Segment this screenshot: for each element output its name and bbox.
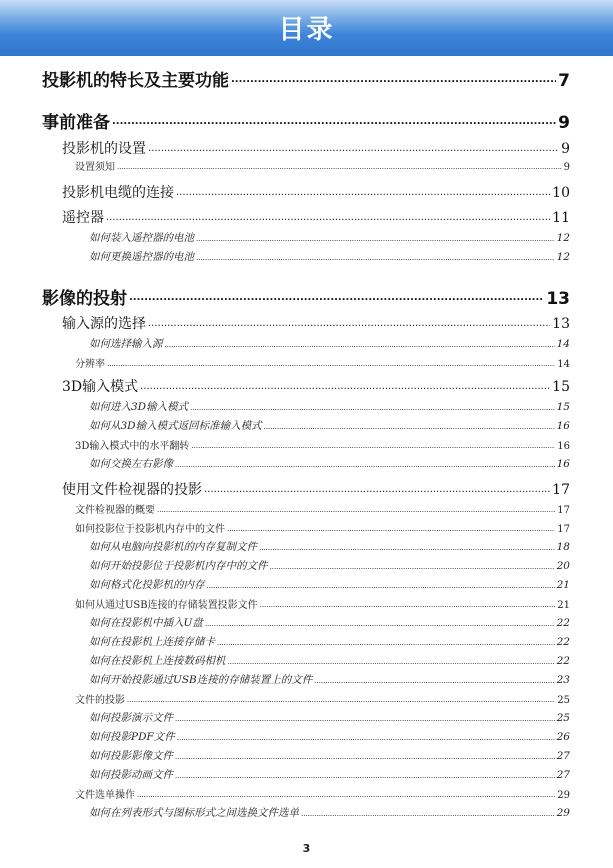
toc-entry-subsection[interactable] [75, 437, 570, 453]
toc-entry-title: 遥控器 [62, 210, 104, 226]
toc-dot-leader [264, 418, 555, 434]
toc-entry-page: 17 [557, 524, 570, 535]
toc-entry-chapter[interactable] [42, 284, 570, 308]
toc-entry-procedure[interactable] [89, 558, 570, 574]
page-number: 3 [302, 842, 311, 855]
toc-entry-section[interactable] [62, 138, 570, 158]
toc-entry-section[interactable] [62, 207, 570, 227]
toc-entry-title: 如何投影演示文件 [89, 712, 173, 724]
toc-entry-page: 21 [556, 579, 570, 591]
toc-entry-title: 如何在投影机上连接存储卡 [89, 636, 215, 648]
toc-entry-page: 7 [558, 71, 570, 90]
toc-dot-leader [112, 108, 556, 132]
toc-entry-subsection[interactable] [75, 501, 570, 517]
toc-dot-leader [117, 158, 562, 174]
toc-dot-leader [270, 558, 555, 574]
toc-dot-leader [129, 284, 544, 308]
toc-dot-leader [106, 207, 550, 227]
toc-entry-procedure[interactable] [89, 249, 570, 265]
toc-entry-section[interactable] [62, 182, 570, 202]
toc-entry-page: 14 [557, 359, 570, 370]
toc-entry-title: 投影机的设置 [62, 141, 146, 157]
toc-entry-title: 如何投影动画文件 [89, 769, 173, 781]
toc-entry-page: 15 [552, 379, 570, 395]
toc-entry-page: 15 [556, 401, 570, 413]
toc-dot-leader [260, 596, 556, 612]
toc-dot-leader [227, 520, 555, 536]
toc-dot-leader [190, 399, 555, 415]
toc-entry-page: 18 [556, 541, 570, 553]
toc-entry-page: 10 [552, 185, 570, 201]
toc-entry-title: 如何格式化投影机的内存 [89, 579, 205, 591]
toc-entry-title: 如何投影位于投影机内存中的文件 [75, 524, 225, 535]
toc-entry-subsection[interactable] [75, 691, 570, 707]
toc-entry-page: 27 [556, 750, 570, 762]
toc-entry-page: 25 [557, 695, 570, 706]
toc-entry-page: 13 [546, 289, 570, 308]
toc-entry-page: 14 [556, 338, 570, 350]
toc-entry-title: 如何投影PDF文件 [89, 731, 175, 743]
toc-entry-section[interactable] [62, 313, 570, 333]
toc-entry-page: 22 [556, 636, 570, 648]
toc-dot-leader [148, 138, 559, 158]
toc-dot-leader [259, 539, 555, 555]
toc-dot-leader [301, 805, 555, 821]
toc-entry-title: 分辨率 [75, 359, 105, 370]
toc-entry-page: 27 [556, 769, 570, 781]
toc-entry-procedure[interactable] [89, 230, 570, 246]
toc-entry-page: 9 [558, 113, 570, 132]
toc-entry-procedure[interactable] [89, 615, 570, 631]
toc-entry-page: 26 [556, 731, 570, 743]
toc-entry-title: 3D输入模式 [62, 379, 139, 395]
toc-dot-leader [207, 577, 555, 593]
toc-entry-page: 29 [557, 790, 570, 801]
toc-dot-leader [176, 182, 550, 202]
toc-entry-title: 如何从通过USB连接的存储装置投影文件 [75, 600, 258, 611]
toc-entry-title: 输入源的选择 [62, 316, 146, 332]
toc-entry-title: 如何从3D输入模式返回标准输入模式 [89, 420, 262, 432]
toc-entry-subsection[interactable] [75, 520, 570, 536]
toc-entry-title: 文件选单操作 [75, 790, 135, 801]
toc-entry-title: 文件的投影 [75, 695, 125, 706]
toc-entry-chapter[interactable] [42, 108, 570, 132]
toc-entry-title: 如何从电脑向投影机的内存复制文件 [89, 541, 257, 553]
toc-dot-leader [148, 313, 550, 333]
toc-entry-title: 设置须知 [75, 162, 115, 173]
toc-dot-leader [205, 615, 555, 631]
toc-entry-title: 投影机电缆的连接 [62, 185, 174, 201]
toc-entry-page: 22 [556, 617, 570, 629]
toc-entry-title: 如何交换左右影像 [89, 458, 173, 470]
toc-dot-leader [157, 501, 555, 517]
toc-dot-leader [165, 336, 555, 352]
toc-entry-procedure[interactable] [89, 634, 570, 650]
toc-entry-procedure[interactable] [89, 805, 570, 821]
toc-entry-title: 如何投影影像文件 [89, 750, 173, 762]
toc-entry-section[interactable] [62, 479, 570, 499]
toc-dot-leader [127, 691, 555, 707]
toc-entry-procedure[interactable] [89, 672, 570, 688]
toc-entry-page: 23 [556, 674, 570, 686]
toc-entry-section[interactable] [62, 376, 570, 396]
toc-entry-page: 25 [556, 712, 570, 724]
toc-entry-page: 12 [556, 232, 570, 244]
toc-entry-subsection[interactable] [75, 158, 570, 174]
toc-entry-page: 16 [557, 441, 570, 452]
toc-entry-page: 12 [556, 251, 570, 263]
toc-dot-leader [175, 710, 555, 726]
toc-dot-leader [177, 729, 555, 745]
toc-entry-title: 如何装入遥控器的电池 [89, 232, 194, 244]
toc-entry-title: 3D输入模式中的水平翻转 [75, 441, 190, 452]
toc-entry-procedure[interactable] [89, 336, 570, 352]
toc-entry-title: 事前准备 [42, 113, 110, 132]
toc-entry-page: 17 [552, 482, 570, 498]
toc-dot-leader [204, 479, 550, 499]
toc-dot-leader [314, 672, 554, 688]
toc-entry-page: 13 [552, 316, 570, 332]
toc-entry-procedure[interactable] [89, 767, 570, 783]
toc-entry-page: 9 [561, 141, 570, 157]
toc-entry-page: 20 [556, 560, 570, 572]
toc-entry-title: 如何在列表形式与图标形式之间选换文件选单 [89, 807, 299, 819]
toc-entry-page: 22 [556, 655, 570, 667]
toc-entry-procedure[interactable] [89, 653, 570, 669]
toc-dot-leader [228, 653, 555, 669]
toc-dot-leader [140, 376, 550, 396]
toc-entry-subsection[interactable] [75, 596, 570, 612]
page-title: 目录 [278, 15, 335, 45]
toc-entry-procedure[interactable] [89, 748, 570, 764]
toc-entry-chapter[interactable] [42, 66, 570, 90]
toc-dot-leader [175, 748, 555, 764]
toc-entry-title: 如何在投影机上连接数码相机 [89, 655, 226, 667]
toc-entry-page: 16 [556, 458, 570, 470]
toc-entry-page: 29 [556, 807, 570, 819]
toc-dot-leader [217, 634, 555, 650]
toc-dot-leader [196, 230, 555, 246]
toc-entry-procedure[interactable] [89, 399, 570, 415]
toc-dot-leader [191, 437, 555, 453]
toc-dot-leader [231, 66, 556, 90]
toc-entry-subsection[interactable] [75, 355, 570, 371]
toc-entry-page: 11 [552, 210, 570, 226]
toc-dot-leader [137, 786, 555, 802]
toc-dot-leader [175, 767, 555, 783]
toc-entry-page: 16 [556, 420, 570, 432]
toc-entry-title: 文件检视器的概要 [75, 505, 155, 516]
toc-entry-title: 如何开始投影通过USB连接的存储装置上的文件 [89, 674, 313, 686]
toc-entry-title: 使用文件检视器的投影 [62, 482, 202, 498]
toc-entry-title: 如何进入3D输入模式 [89, 401, 189, 413]
toc-dot-leader [107, 355, 555, 371]
toc-entry-title: 投影机的特长及主要功能 [42, 71, 229, 90]
toc-entry-procedure[interactable] [89, 710, 570, 726]
toc-dot-leader [196, 249, 555, 265]
toc-entry-procedure[interactable] [89, 729, 570, 745]
toc-entry-procedure[interactable] [89, 577, 570, 593]
toc-entry-procedure[interactable] [89, 539, 570, 555]
toc-entry-procedure[interactable] [89, 418, 570, 434]
toc-entry-title: 如何在投影机中插入U盘 [89, 617, 203, 629]
toc-entry-title: 如何更换遥控器的电池 [89, 251, 194, 263]
toc-entry-title: 影像的投射 [42, 289, 127, 308]
toc-entry-page: 21 [557, 600, 570, 611]
toc-entry-page: 17 [557, 505, 570, 516]
toc-dot-leader [175, 456, 555, 472]
toc-entry-title: 如何开始投影位于投影机内存中的文件 [89, 560, 268, 572]
toc-entry-page: 9 [563, 162, 570, 173]
toc-entry-subsection[interactable] [75, 786, 570, 802]
toc-entry-title: 如何选择输入源 [89, 338, 163, 350]
toc-entry-procedure[interactable] [89, 456, 570, 472]
